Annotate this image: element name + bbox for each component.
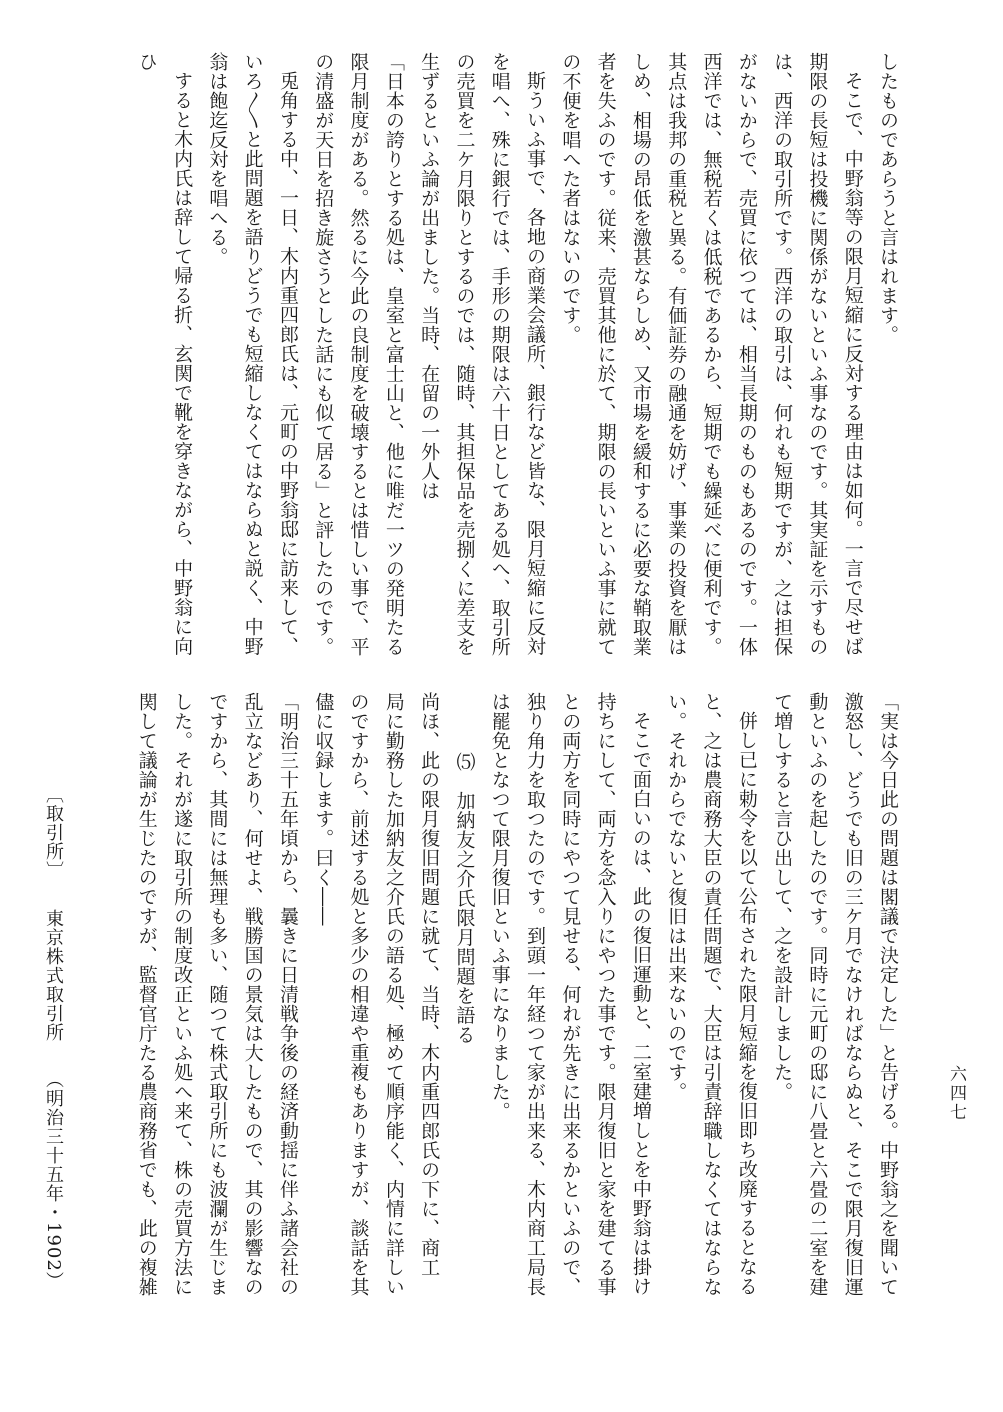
text-line: は、西洋の取引所です。西洋の取引は、何れも短期ですが、之は担保 (771, 52, 794, 657)
text-line: 独り角力を取つたのです。到頭一年経つて家が出来る、木内商工局長 (524, 692, 547, 1297)
text-line: のですから、前述する処と多少の相違や重複もありますが、談話を其 (347, 692, 370, 1297)
text-line: の清盛が天日を招き旋さうとした話にも似て居る」と評したのです。 (312, 52, 335, 657)
text-line: 動といふのを起したのです。同時に元町の邸に八畳と六畳の二室を建 (806, 692, 829, 1297)
text-line: いろ〳〵と此問題を語りどうでも短縮しなくてはならぬと説く、中野 (241, 52, 264, 656)
text-line: 「日本の誇りとする処は、皇室と富士山と、他に唯だ一ツの発明たる (382, 52, 405, 657)
text-line: と、之は農商務大臣の責任問題で、大臣は引責辞職しなくてはならな (700, 692, 723, 1297)
text-line: 期限の長短は投機に関係がないといふ事なのです。其実証を示すもの (806, 52, 829, 657)
text-line: ですから、其間には無理も多い、随つて株式取引所にも波瀾が生じま (206, 692, 229, 1297)
running-head-title: 東京株式取引所 (43, 908, 64, 1042)
text-line: の不便を唱へた者はないのです。 (559, 52, 582, 345)
text-line: 乱立などあり、何せよ、戦勝国の景気は大したもので、其の影響なの (241, 692, 264, 1297)
text-line: 西洋では、無税若くは低税であるから、短期でも繰延べに便利です。 (700, 52, 723, 657)
text-line: 翁は飽迄反対を唱へる。 (206, 52, 229, 267)
text-line: 局に勤務した加納友之介氏の語る処、極めて順序能く、内情に詳しい (382, 692, 405, 1297)
running-head-era: （明治三十五年・1902） (43, 1070, 64, 1292)
text-line: 持ちにして、両方を念入りにやつた事です。限月復旧と家を建てる事 (594, 692, 617, 1297)
text-line: を唱へ、殊に銀行では、手形の期限は六十日としてある処へ、取引所 (488, 52, 511, 657)
text-line: そこで面白いのは、此の復旧運動と、二室建増しとを中野翁は掛け (629, 711, 652, 1296)
text-line: がないからで、売買に依つては、相当長期のものもあるのです。一体 (735, 52, 758, 657)
text-line: 生ずるといふ論が出ました。当時、在留の一外人は (418, 52, 441, 501)
text-line: は罷免となつて限月復旧といふ事になりました。 (488, 692, 511, 1121)
text-line: 「明治三十五年頃から、曩きに日清戦争後の経済動揺に伴ふ諸会社の (276, 692, 299, 1297)
text-line: の売買を二ケ月限りとするのでは、随時、其担保品を売捌くに差支を (453, 52, 476, 657)
page-number: 六四七 (946, 1065, 966, 1122)
text-line: 関して議論が生じたのですが、監督官庁たる農商務省でも、此の複雑 (135, 692, 158, 1297)
text-line: 「実は今日此の問題は閣議で決定した」と告げる。中野翁之を聞いて (877, 692, 899, 1297)
text-line: したものであらうと言はれます。 (877, 52, 899, 345)
text-line: との両方を同時にやつて見せる、何れが先きに出来るかといふので、 (559, 692, 582, 1297)
running-head (40, 785, 66, 1313)
lower-text-block (88, 692, 905, 1332)
text-line: すると木内氏は辞して帰る折、玄関で靴を穿きながら、中野翁に向 (171, 71, 194, 656)
text-line: そこで、中野翁等の限月短縮に反対する理由は如何。一言で尽せば (841, 71, 864, 656)
text-line: 者を失ふのです。従来、売買其他に於て、期限の長いといふ事に就て (594, 52, 617, 657)
text-line: 兎角する中、一日、木内重四郎氏は、元町の中野翁邸に訪来して、 (276, 71, 299, 656)
text-line: て増しすると言ひ出して、之を設計しました。 (771, 692, 794, 1102)
text-line: 尚ほ、此の限月復旧問題に就て、当時、木内重四郎氏の下に、商工 (418, 692, 441, 1277)
text-line: ひ (135, 52, 158, 72)
text-line: い。それからでないと復旧は出来ないのです。 (665, 692, 688, 1102)
text-line: 儘に収録します。曰く―― (312, 692, 335, 926)
text-line: しめ、相場の昂低を激甚ならしめ、又市場を緩和するに必要な鞘取業 (629, 52, 652, 657)
text-line: 限月制度がある。然るに今此の良制度を破壊するとは惜しい事で、平 (347, 52, 370, 657)
text-line: 激怒し、どうでも旧の三ケ月でなければならぬと、そこで限月復旧運 (841, 692, 864, 1297)
text-line: 併し已に勅令を以て公布された限月短縮を復旧即ち改廃するとなる (735, 711, 758, 1296)
section-heading: ⑸ 加納友之介氏限月問題を語る (453, 752, 476, 1045)
upper-text-block (85, 52, 905, 657)
text-line: した。それが遂に取引所の制度改正といふ処へ来て、株の売買方法に (171, 692, 194, 1297)
text-line: 斯ういふ事で、各地の商業会議所、銀行など皆な、限月短縮に反対 (524, 71, 547, 656)
running-head-section: 〔取引所〕 (43, 785, 64, 880)
text-line: 其点は我邦の重税と異る。有価証券の融通を妨げ、事業の投資を厭は (665, 52, 688, 657)
